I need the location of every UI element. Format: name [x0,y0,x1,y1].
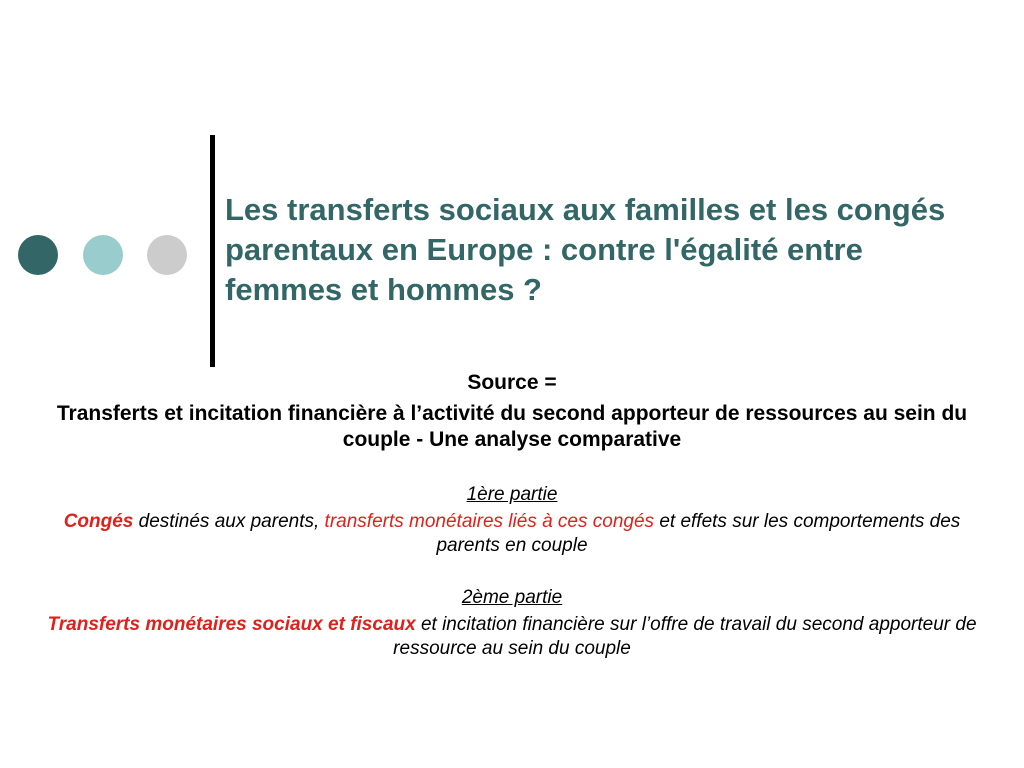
part2-transferts: Transferts monétaires sociaux et fiscaux [47,614,416,635]
part2-text: et incitation financière sur l’offre de travail du second apporteur de ressource au sein du couple [393,614,977,659]
part1-heading: 1ère partie [466,484,558,505]
part1-transferts: transferts monétaires liés à ces congés [324,511,655,532]
part2-description [40,613,984,661]
part1-text-a: destinés aux parents, [133,511,325,532]
decorative-dot-dark [18,235,58,275]
slide-title: Les transferts sociaux aux familles et les congés parentaux en Europe : contre l'égalité entre femmes et hommes ? [225,192,946,307]
decorative-dot-gray [147,235,187,275]
part1-text-b: et effets sur les comportements des parents en couple [436,511,961,556]
part1-description [40,510,984,558]
part2-heading: 2ème partie [461,587,563,608]
part1-conges: Congés [63,511,134,532]
title-divider-line [210,135,215,367]
decorative-dot-light [83,235,123,275]
source-label: Source = [467,371,557,394]
source-title: Transferts et incitation financière à l’activité du second apporteur de ressources au sein du couple - Une analyse comparative [56,402,968,451]
